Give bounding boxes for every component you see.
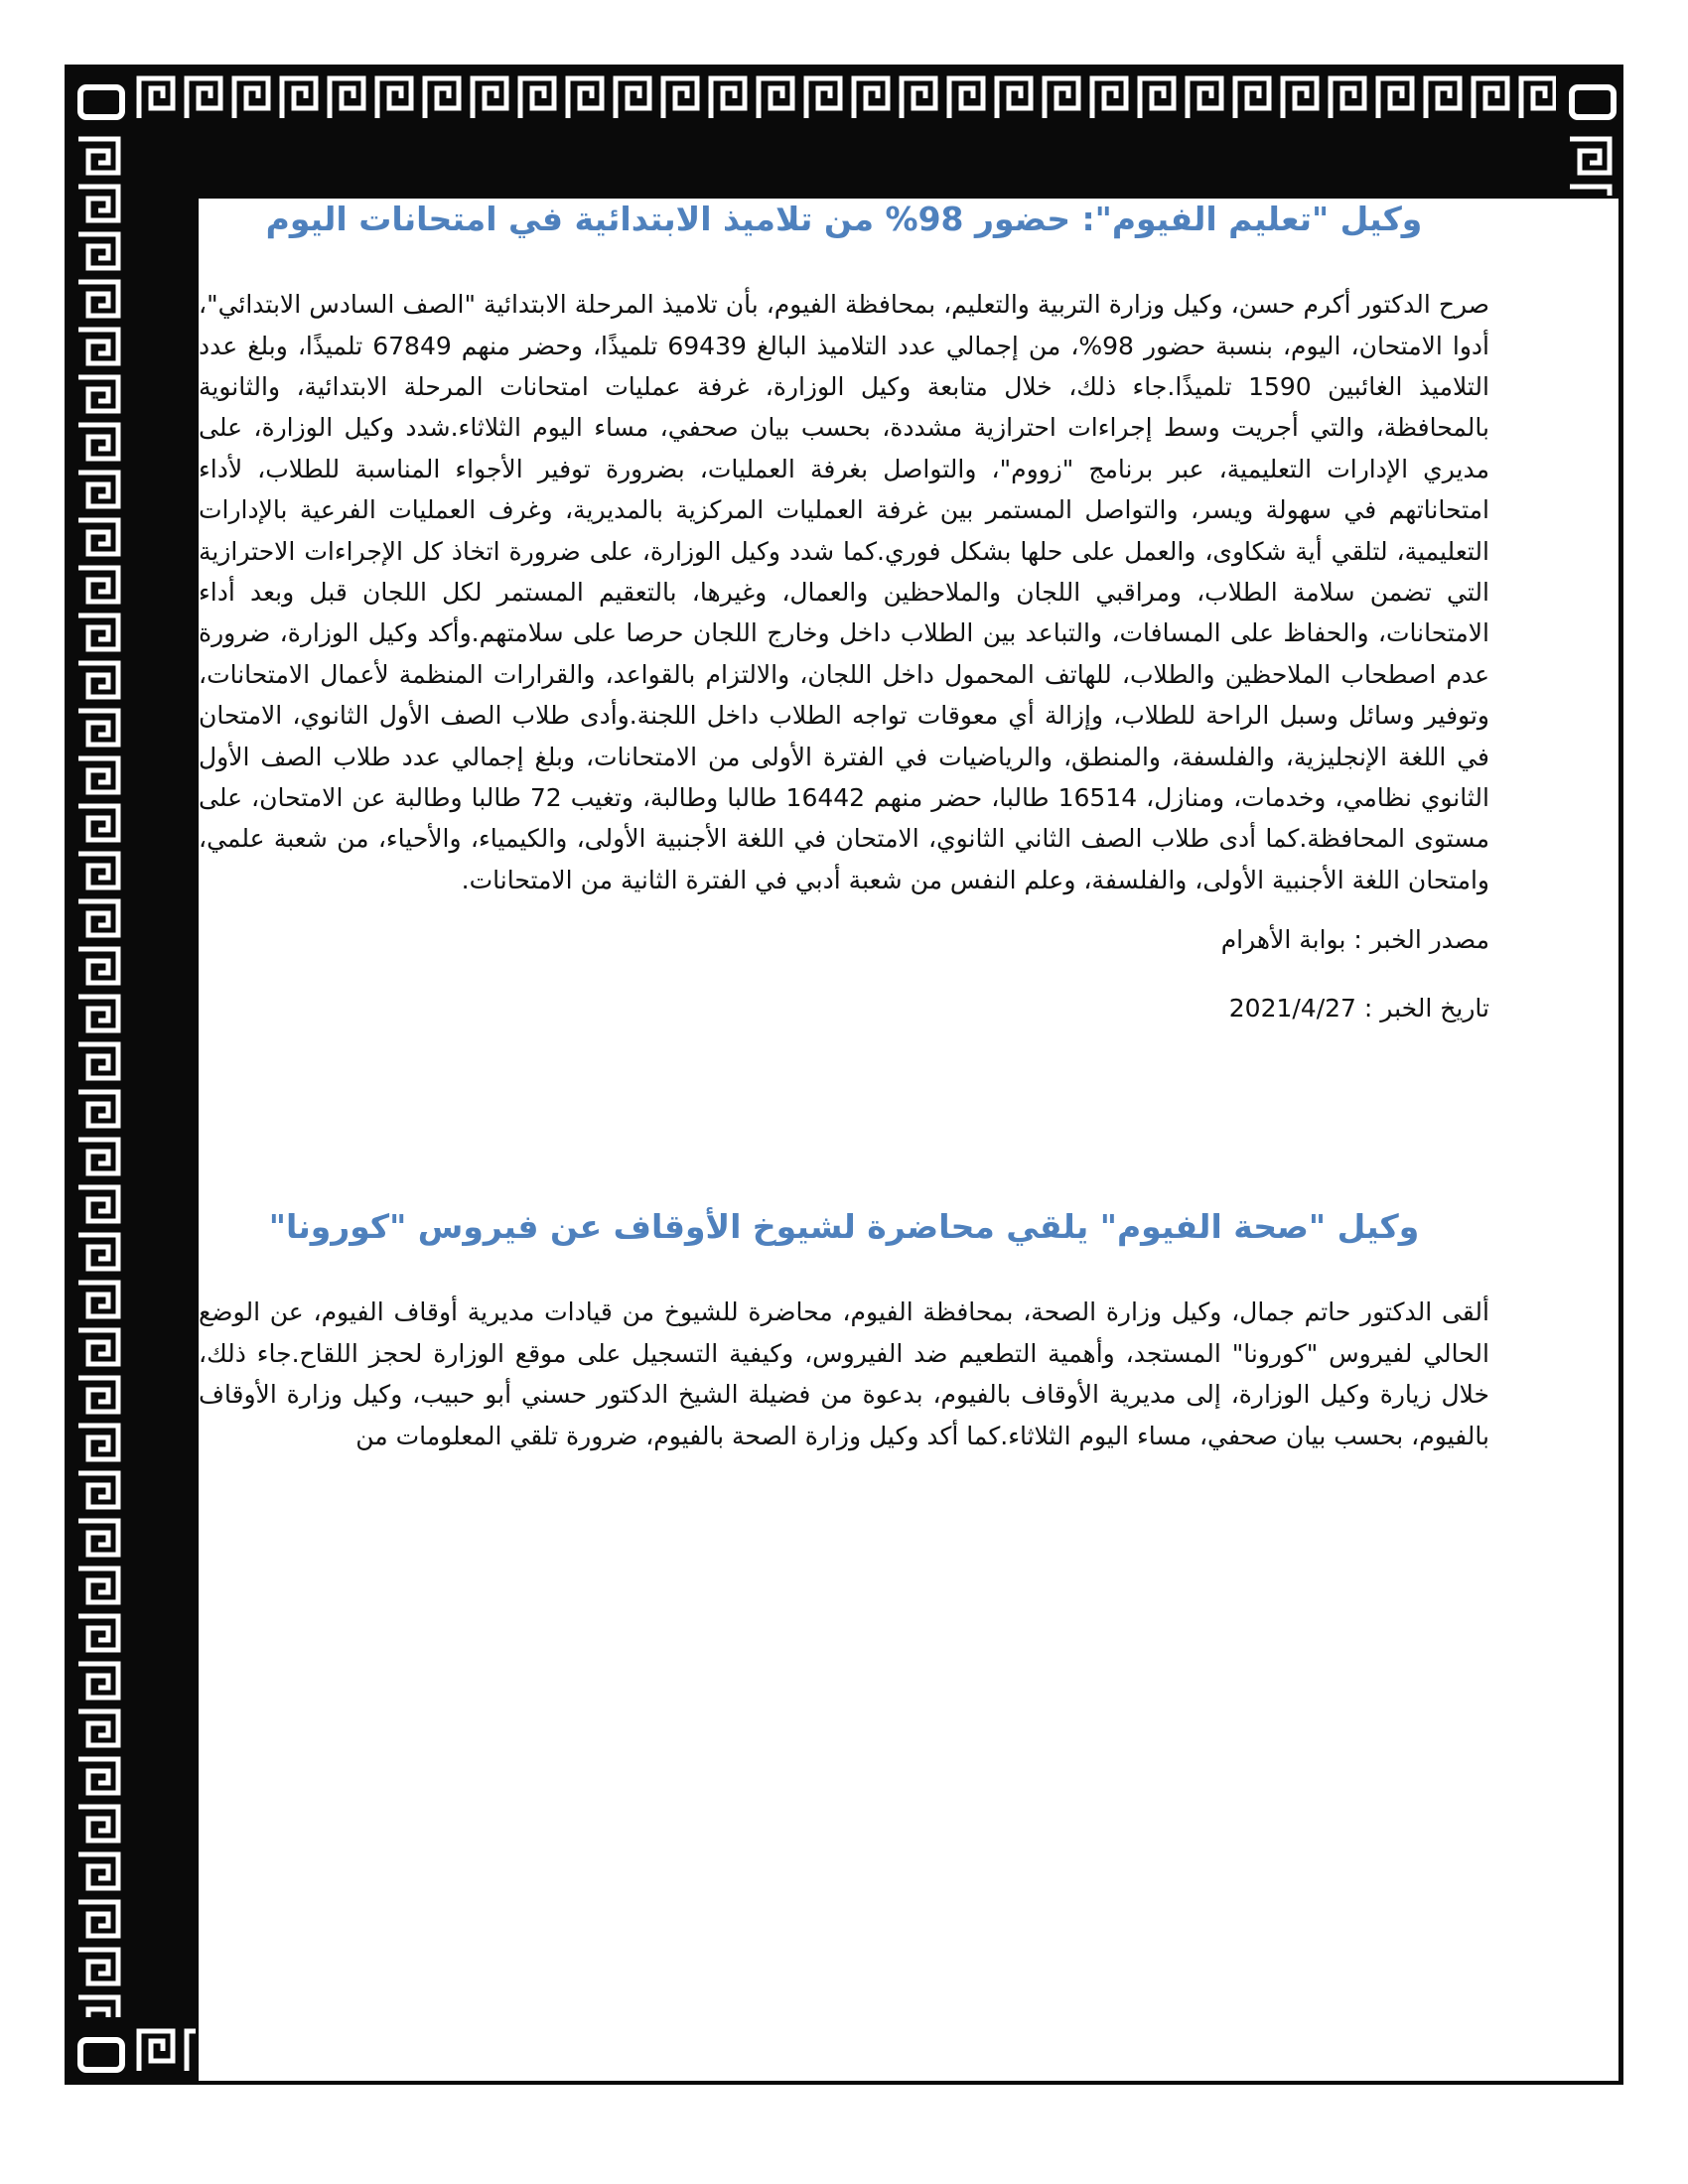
- article-education: [199, 197, 1489, 1025]
- border-band-top: [65, 65, 1623, 132]
- document-content: [199, 189, 1489, 1456]
- corner-ornament-top-left: [65, 65, 132, 132]
- corner-ornament-bottom-left: [65, 2017, 132, 2085]
- border-band-left: [65, 65, 132, 2085]
- article-body: ألقى الدكتور حاتم جمال، وكيل وزارة الصحة، بمحافظة الفيوم، محاضرة للشيوخ من قيادات مديرية أوقاف الفيوم، عن الوضع الحالي لفيروس "كورونا" المستجد، وأهمية التطعيم ضد الفيروس، وكيفية التسجيل على موقع الوزارة لحجز اللقاح.جاء ذلك، خلال زيارة وكيل الوزارة، إلى مديرية الأوقاف بالفيوم، بدعوة من فضيلة الشيخ الدكتور حسني أبو حبيب، وكيل وزارة الأوقاف بالفيوم، بحسب بيان صحفي، مساء اليوم الثلاثاء.كما أكد وكيل وزارة الصحة بالفيوم، ضرورة تلقي المعلومات من: [199, 1297, 1489, 1450]
- article-headline: وكيل "تعليم الفيوم": حضور 98% من تلاميذ الابتدائية في امتحانات اليوم: [265, 200, 1423, 238]
- news-date: تاريخ الخبر : 2021/4/27: [1228, 994, 1489, 1024]
- news-source: مصدر الخبر : بوابة الأهرام: [1220, 925, 1489, 955]
- article-headline: وكيل "صحة الفيوم" يلقي محاضرة لشيوخ الأوقاف عن فيروس "كورونا": [268, 1207, 1420, 1247]
- article-health: [199, 1204, 1489, 1456]
- article-body: صرح الدكتور أكرم حسن، وكيل وزارة التربية والتعليم، بمحافظة الفيوم، بأن تلاميذ المرحلة الابتدائية "الصف السادس الابتدائي"، أدوا الامتحان، اليوم، بنسبة حضور 98%، من إجمالي عدد التلاميذ البالغ 69439 تلميذًا، وحضر منهم 67849 تلميذًا، وبلغ عدد التلاميذ الغائبين 1590 تلميذًا.جاء ذلك، خلال متابعة وكيل الوزارة، غرفة عمليات امتحانات المرحلة الابتدائية، والثانوية بالمحافظة، والتي أجريت وسط إجراءات احترازية مشددة، بحسب بيان صحفي، مساء اليوم الثلاثاء.شدد وكيل الوزارة، على مديري الإدارات التعليمية، عبر برنامج "زووم"، والتواصل بغرفة العمليات، بضرورة توفير الأجواء المناسبة للطلاب، لأداء امتحاناتهم في سهولة ويسر، والتواصل المستمر بين غرفة العمليات المركزية بالمديرية، وغرف العمليات الفرعية بالإدارات التعليمية، لتلقي أية شكاوى، والعمل على حلها بشكل فوري.كما شدد وكيل الوزارة، على ضرورة اتخاذ كل الإجراءات الاحترازية التي تضمن سلامة الطلاب، ومراقبي اللجان والملاحظين والعمال، وغيرها، بالتعقيم المستمر لكل اللجان قبل وبعد أداء الامتحانات، والحفاظ على المسافات، والتباعد بين الطلاب داخل وخارج اللجان حرصا على سلامتهم.وأكد وكيل الوزارة، ضرورة عدم اصطحاب الملاحظين والطلاب، للهاتف المحمول داخل اللجان، والالتزام بالقواعد، والقرارات المنظمة لأعمال الامتحانات، وتوفير وسائل وسبل الراحة للطلاب، وإزالة أي معوقات تواجه الطلاب داخل اللجنة.وأدى طلاب الصف الأول الثانوي، الامتحان في اللغة الإنجليزية، والفلسفة، والمنطق، والرياضيات في الفترة الأولى من الامتحانات، وبلغ إجمالي عدد طلاب الصف الأول الثانوي نظامي، وخدمات، ومنازل، 16514 طالبا، حضر منهم 16442 طالبا وطالبة، وتغيب 72 طالبا وطالبة عن الامتحان، على مستوى المحافظة.كما أدى طلاب الصف الثاني الثانوي، الامتحان في اللغة الأجنبية الأولى، والكيمياء، والأحياء، من شعبة علمي، وامتحان اللغة الأجنبية الأولى، والفلسفة، وعلم النفس من شعبة أدبي في الفترة الثانية من الامتحانات.: [199, 290, 1489, 894]
- corner-ornament-top-right: [1556, 65, 1623, 132]
